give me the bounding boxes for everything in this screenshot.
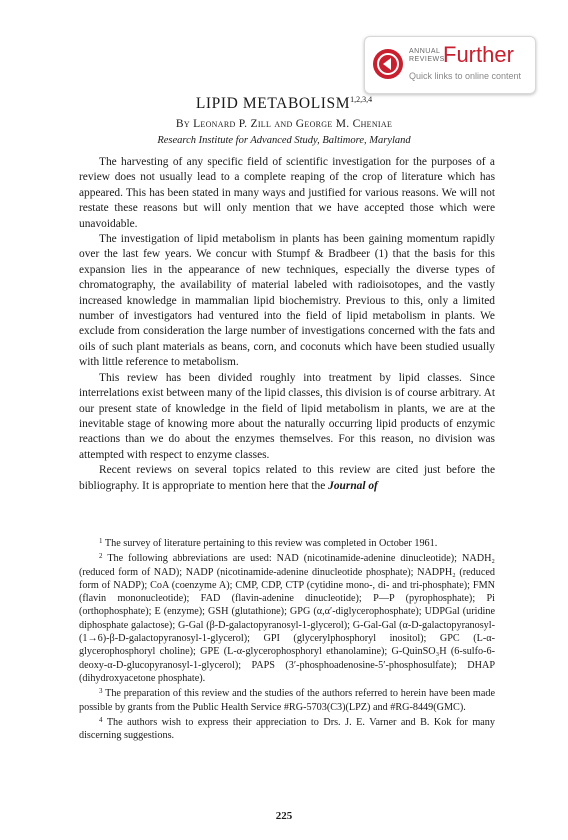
footnote-text: The authors wish to express their appreciation to Drs. J. E. Varner and B. Kok for many discerning suggestions. (79, 716, 495, 742)
body-paragraph: This review has been divided roughly into treatment by lipid classes. Since interrelations exist between many of the lipid classes, this division is of course arbitrary. At our present state of knowledge in the field of lipid metabolism in plants, we are at the inevitable stage of knowing more about the naturally occurring lipid products of enzymic reactions than we do about the enzymes themselves. For this reason, no division was attempted with respect to enzyme classes. (79, 371, 495, 461)
further-subtitle: Quick links to online content (409, 71, 522, 81)
page-number: 225 (275, 810, 293, 822)
footnote-1 (79, 535, 495, 550)
author-second: George M. Cheniae (295, 118, 393, 130)
annual-reviews-logo-icon (372, 48, 404, 80)
footnote-text: The survey of literature pertaining to this review was completed in October 1961. (104, 538, 438, 549)
article-title (0, 91, 568, 113)
body-paragraph (79, 463, 495, 494)
author-first: Leonard P. Zill (193, 118, 272, 130)
footnotes (79, 535, 495, 742)
footnote-2 (79, 550, 495, 685)
footnote-mark: 2 (99, 552, 103, 561)
footnote-text: The preparation of this review and the studies of the authors referred to herein have been made possible by grants from the Public Health Service #RG-5703(C3)(LPZ) and #RG-8449(GMC). (79, 688, 495, 713)
body-paragraph: The investigation of lipid metabolism in plants has been gaining momentum rapidly over the last few years. We concur with Stumpf & Bradbeer (1) that the basis for this expansion lies in the appearance of new techniques, especially the diverse types of chromatography, the availability of material labeled with radioisotopes, and the vastly increased knowledge in mammalian lipid biochemistry. Previous to this, only a limited number of investigators had ventured into the field of lipid metabolism in plants. We exclude from consideration the large number of investigations concerned with the fats and oils of such plant materials as beans, corn, and coconuts which have been studied usually with little reference to metabolism. (79, 233, 495, 369)
footnote-text: The following abbreviations are used: NAD (nicotinamide-adenine dinucleotide); NADH₂ (reduced form of NAD); NADP (nicotinamide-adenine dinucleotide phosphate); NADPH₂ (reduced form of NADP); CoA (coenzyme A); CMP, CDP, CTP (cytidine mono-, di- and tri-phosphate); FMN (flavin mononucleotide); FAD (flavin-adenine dinucleotide); P—P (pyrophosphate); Pi (orthophosphate); E (enzyme); GSH (glutathione); GPG (α,α′-diglycerophosphate); UDPGal (uridine diphosphate galactose); G-Gal (β-D-galactopyranosyl-1-glycerol); G-Gal-Gal (α-D-galactopyranosyl-(1→6)-β-D-galactopyranosyl-1-glycerol); GPI (glycerylphosphoryl inositol); GPC (L-α-glycerophosphoryl choline); GPE (L-α-glycerophosphoryl ethanolamine); G-QuinSO₃H (6-sulfo-6-deoxy-α-D-glucopyranosyl-1-glycerol); PAPS (3′-phosphoadenosine-5′-phosphosulfate); DHAP (dihydroxyacetone phosphate). (79, 553, 495, 684)
article-title-text: LIPID METABOLISM (195, 95, 351, 112)
footnote-mark: 3 (99, 687, 103, 696)
title-footnote-refs[interactable]: 1,2,3,4 (350, 95, 373, 104)
further-label: Further (443, 42, 514, 67)
footnote-mark: 1 (99, 537, 103, 545)
footnote-3 (79, 685, 495, 714)
author-line (0, 117, 568, 131)
further-quick-links-badge[interactable] (364, 36, 536, 94)
author-by: By (175, 118, 190, 130)
body-paragraph-text: Recent reviews on several topics related to this review are cited just before the bibliography. It is appropriate to mention here that the (79, 464, 495, 492)
footnote-4 (79, 714, 495, 743)
author-and: and (274, 118, 293, 130)
annual-reviews-brand: ANNUAL REVIEWS (409, 48, 445, 63)
footnote-mark: 4 (99, 715, 103, 724)
article-body (79, 155, 495, 494)
journal-name-emphasis: Journal of (328, 479, 378, 492)
author-affiliation: Research Institute for Advanced Study, Baltimore, Maryland (157, 135, 411, 146)
body-paragraph: The harvesting of any specific field of scientific investigation for the purposes of a review does not usually lead to a complete reaping of the crop of literature which has appeared. This has been stated in many ways and justified for various reasons. We will not restate these reasons but will only mention that we have accepted those which were unavoidable. (79, 156, 495, 230)
